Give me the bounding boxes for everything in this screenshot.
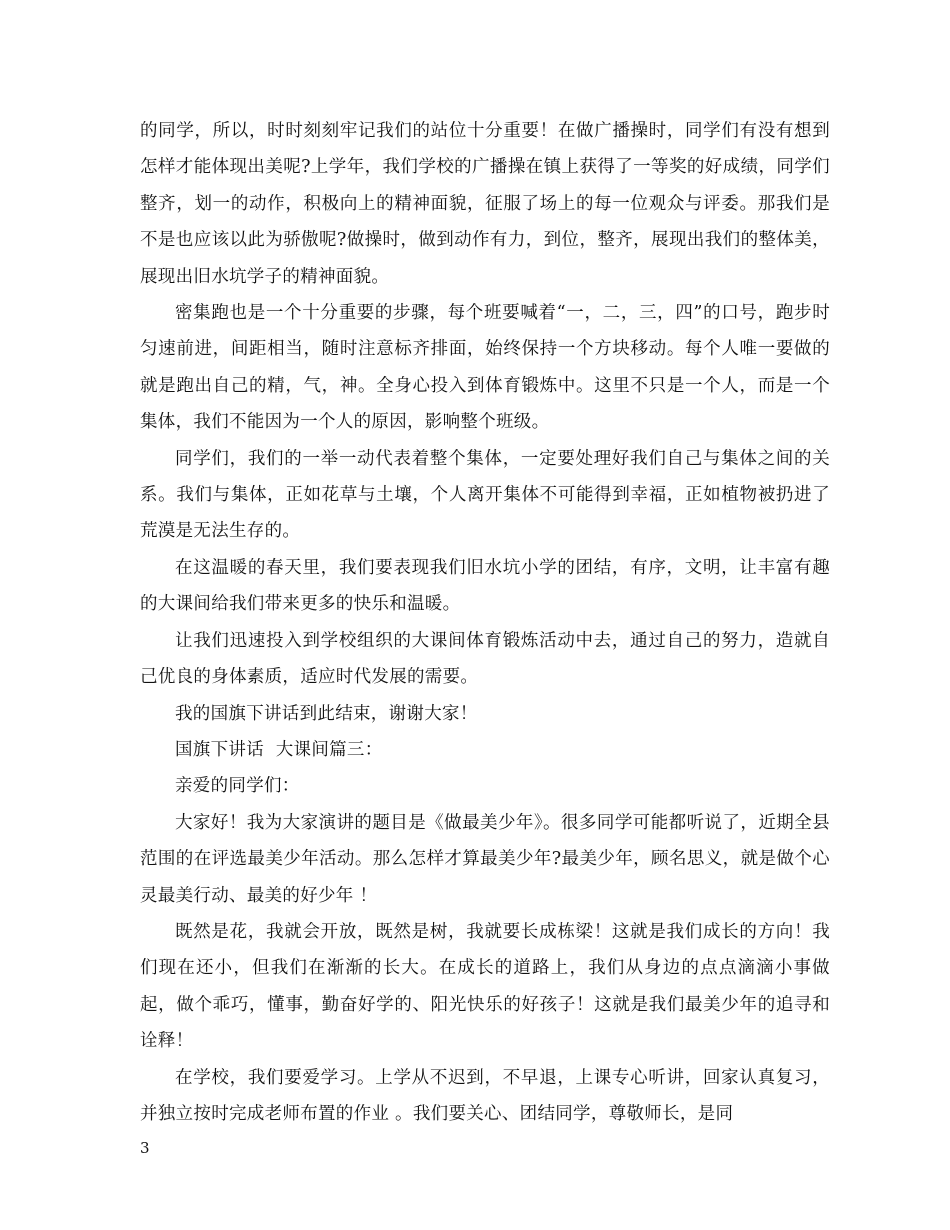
paragraph: 密集跑也是一个十分重要的步骤，每个班要喊着“一，二，三，四”的口号，跑步时匀速前进，间距相当，随时注意标齐排面，始终保持一个方块移动。每个人唯一要做的就是跑出自己的精，气，神。全身心投入到体育锻炼中。这里不只是一个人，而是一个集体，我们不能因为一个人的原因，影响整个班级。 xyxy=(140,303,830,433)
paragraph: 的同学，所以，时时刻刻牢记我们的站位十分重要！在做广播操时，同学们有没有想到怎样才能体现出美呢?上学年，我们学校的广播操在镇上获得了一等奖的好成绩，同学们整齐，划一的动作，积极向上的精神面貌，征服了场上的每一位观众与评委。那我们是不是也应该以此为骄傲呢?做操时，做到动作有力，到位，整齐，展现出我们的整体美，展现出旧水坑学子的精神面貌。 xyxy=(140,121,830,287)
section-heading: 国旗下讲话 大课间篇三： xyxy=(175,739,383,760)
paragraph: 我的国旗下讲话到此结束，谢谢大家！ xyxy=(175,703,478,724)
paragraph: 在学校，我们要爱学习。上学从不迟到，不早退，上课专心听讲，回家认真复习，并独立按时完成老师布置的作业 。我们要关心、团结同学，尊敬师长，是同 xyxy=(140,1067,830,1124)
paragraph: 在这温暖的春天里，我们要表现我们旧水坑小学的团结，有序，文明，让丰富有趣的大课间给我们带来更多的快乐和温暖。 xyxy=(140,557,830,615)
paragraph: 让我们迅速投入到学校组织的大课间体育锻炼活动中去，通过自己的努力，造就自己优良的身体素质，适应时代发展的需要。 xyxy=(140,630,830,688)
paragraph: 既然是花，我就会开放，既然是树，我就要长成栋梁！这就是我们成长的方向！我们现在还小，但我们在渐渐的长大。在成长的道路上，我们从身边的点点滴滴小事做起，做个乖巧，懂事，勤奋好学的、阳光快乐的好孩子！这就是我们最美少年的追寻和诠释！ xyxy=(140,921,830,1052)
salutation: 亲爱的同学们： xyxy=(175,776,300,797)
page-number: 3 xyxy=(140,1139,150,1157)
body-text xyxy=(140,113,830,1132)
paragraph: 大家好！我为大家演讲的题目是《做最美少年》。很多同学可能都听说了，近期全县范围的在评选最美少年活动。那么怎样才算最美少年?最美少年，顾名思义，就是做个心灵最美行动、最美的好少年 ！ xyxy=(140,812,830,906)
paragraph: 同学们，我们的一举一动代表着整个集体，一定要处理好我们自己与集体之间的关系。我们与集体，正如花草与土壤，个人离开集体不可能得到幸福，正如植物被扔进了荒漠是无法生存的。 xyxy=(140,448,830,542)
